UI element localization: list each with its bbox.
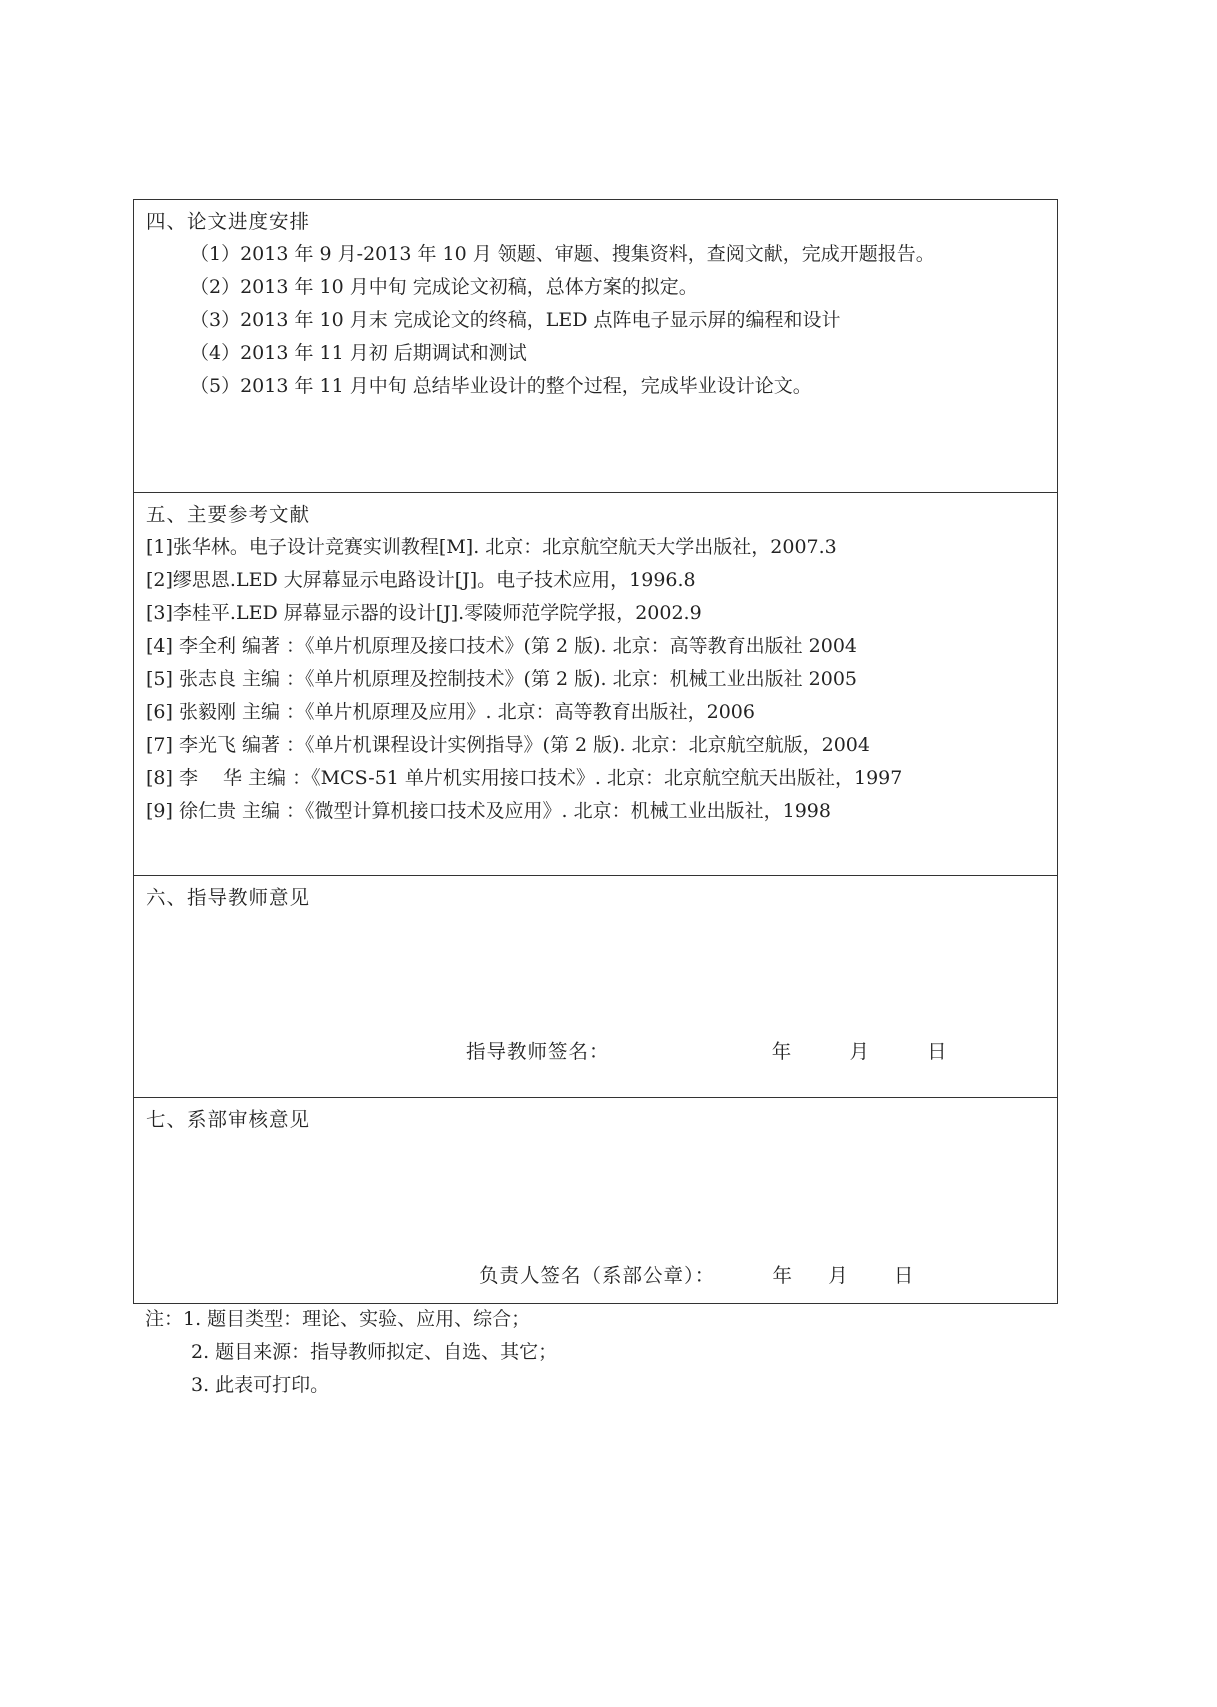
section-title: 四、论文进度安排 (146, 210, 311, 233)
reference-item: [7] 李光飞 编著 ：《单片机课程设计实例指导》(第 2 版). 北京：北京航空航版，2004 (146, 734, 870, 756)
signature-label: 指导教师签名： (466, 1040, 610, 1063)
notes (145, 1303, 557, 1402)
reference-item: [5] 张志良 主编 ：《单片机原理及控制技术》(第 2 版). 北京：机械工业出版社 2005 (146, 668, 857, 690)
date-month-label: 月 (828, 1264, 849, 1287)
section-title: 五、主要参考文献 (146, 503, 311, 526)
reference-item: [1]张华林。电子设计竞赛实训教程[M]. 北京：北京航空航天大学出版社，2007.3 (146, 536, 837, 558)
reference-item: [2]缪思恩.LED 大屏幕显示电路设计[J]。电子技术应用，1996.8 (146, 569, 696, 591)
date-day-label: 日 (893, 1264, 915, 1287)
reference-item: [3]李桂平.LED 屏幕显示器的设计[J].零陵师范学院学报，2002.9 (146, 602, 702, 624)
date-year-label: 年 (771, 1040, 793, 1063)
reference-item: [4] 李全利 编著 ：《单片机原理及接口技术》(第 2 版). 北京：高等教育出版社 2004 (146, 635, 857, 657)
section-schedule (134, 200, 1057, 493)
date-day-label: 日 (927, 1040, 948, 1063)
section-title: 六、指导教师意见 (146, 886, 311, 909)
schedule-item: （4）2013 年 11 月初 后期调试和测试 (190, 342, 527, 364)
section-department-review (134, 1098, 1057, 1303)
reference-item: [6] 张毅刚 主编 ：《单片机原理及应用》. 北京：高等教育出版社，2006 (146, 701, 755, 723)
note-item: 注：1. 题目类型：理论、实验、应用、综合； (145, 1308, 531, 1330)
department-signature-row (479, 1260, 914, 1288)
reference-item: [8] 李 华 主编 ：《MCS-51 单片机实用接口技术》. 北京：北京航空航天出版社，1997 (146, 767, 903, 789)
note-item: 2. 题目来源：指导教师拟定、自选、其它； (191, 1341, 558, 1363)
note-item: 3. 此表可打印。 (191, 1374, 330, 1396)
reference-item: [9] 徐仁贵 主编 ：《微型计算机接口技术及应用》. 北京：机械工业出版社，1998 (146, 800, 831, 822)
schedule-item: （3）2013 年 10 月末 完成论文的终稿，LED 点阵电子显示屏的编程和设计 (190, 309, 841, 331)
schedule-item: （1）2013 年 9 月-2013 年 10 月 领题、审题、搜集资料，查阅文献，完成开题报告。 (190, 243, 935, 265)
schedule-item: （5）2013 年 11 月中旬 总结毕业设计的整个过程，完成毕业设计论文。 (190, 375, 812, 397)
date-month-label: 月 (849, 1040, 870, 1063)
form-table (133, 199, 1058, 1304)
teacher-signature-row (466, 1036, 948, 1064)
signature-label: 负责人签名（系部公章）： (479, 1264, 716, 1287)
section-references (134, 493, 1057, 876)
schedule-item: （2）2013 年 10 月中旬 完成论文初稿，总体方案的拟定。 (190, 276, 698, 298)
section-title: 七、系部审核意见 (146, 1108, 311, 1131)
section-teacher-opinion (134, 876, 1057, 1098)
date-year-label: 年 (772, 1264, 793, 1287)
